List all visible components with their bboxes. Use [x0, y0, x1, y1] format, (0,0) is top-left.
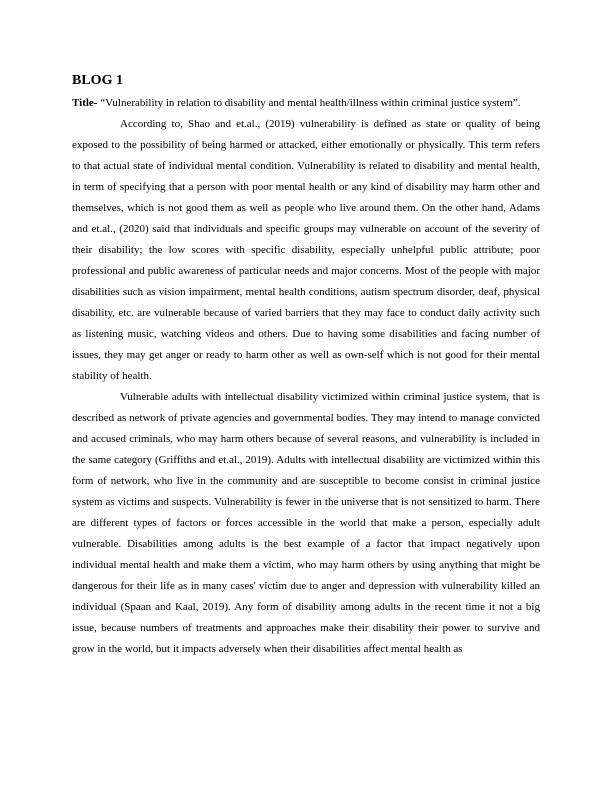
body-paragraph-1: According to, Shao and et.al., (2019) vulnerability is defined as state or quality of being exposed to the possibility of being harmed or attacked, either emotionally or physically. This term refers to that actual state of individual mental condition. Vulnerability is related to disability and mental health, in term of specifying that a person with poor mental health or any kind of disability may harm other and themselves, which is not good them as well as people who live around them. On the other hand, Adams and et.al., (2020) said that individuals and specific groups may vulnerable on account of the severity of their disability; the low scores with specific disability, especially unhelpful public attribute; poor professional and public awareness of particular needs and major concerns. Most of the people with major disabilities such as vision impairment, mental health conditions, autism spectrum disorder, deaf, physical disability, etc. are vulnerable because of varied barriers that they may face to conduct daily activity such as listening music, watching videos and others. Due to having some disabilities and facing number of issues, they may get anger or ready to harm other as well as own-self which is not good for their mental stability of health. [72, 118, 540, 382]
title-label: Title- [72, 97, 98, 109]
blog-title [72, 93, 540, 114]
body-paragraph-2: Vulnerable adults with intellectual disability victimized within criminal justice system, that is described as network of private agencies and governmental bodies. They may intend to manage convicted and accused criminals, who may harm others because of several reasons, and vulnerability is included in the same category (Griffiths and et.al., 2019). Adults with intellectual disability are victimized within this form of network, who live in the community and are susceptible to become consist in criminal justice system as victims and suspects. Vulnerability is fewer in the universe that is not sensitized to harm. There are different types of factors or forces accessible in the world that make a person, especially adult vulnerable. Disabilities among adults is the best example of a factor that impact negatively upon individual mental health and make them a victim, who may harm others by using anything that might be dangerous for their life as in many cases' victim due to anger and depression with vulnerability killed an individual (Spaan and Kaal, 2019). Any form of disability among adults in the recent time it not a big issue, because numbers of treatments and approaches make their disability their power to survive and grow in the world, but it impacts adversely when their disabilities affect mental health as [72, 391, 540, 655]
document-page [72, 72, 540, 660]
blog-heading: BLOG 1 [72, 73, 123, 88]
title-text: “Vulnerability in relation to disability and mental health/illness within criminal justice system”. [97, 97, 521, 109]
